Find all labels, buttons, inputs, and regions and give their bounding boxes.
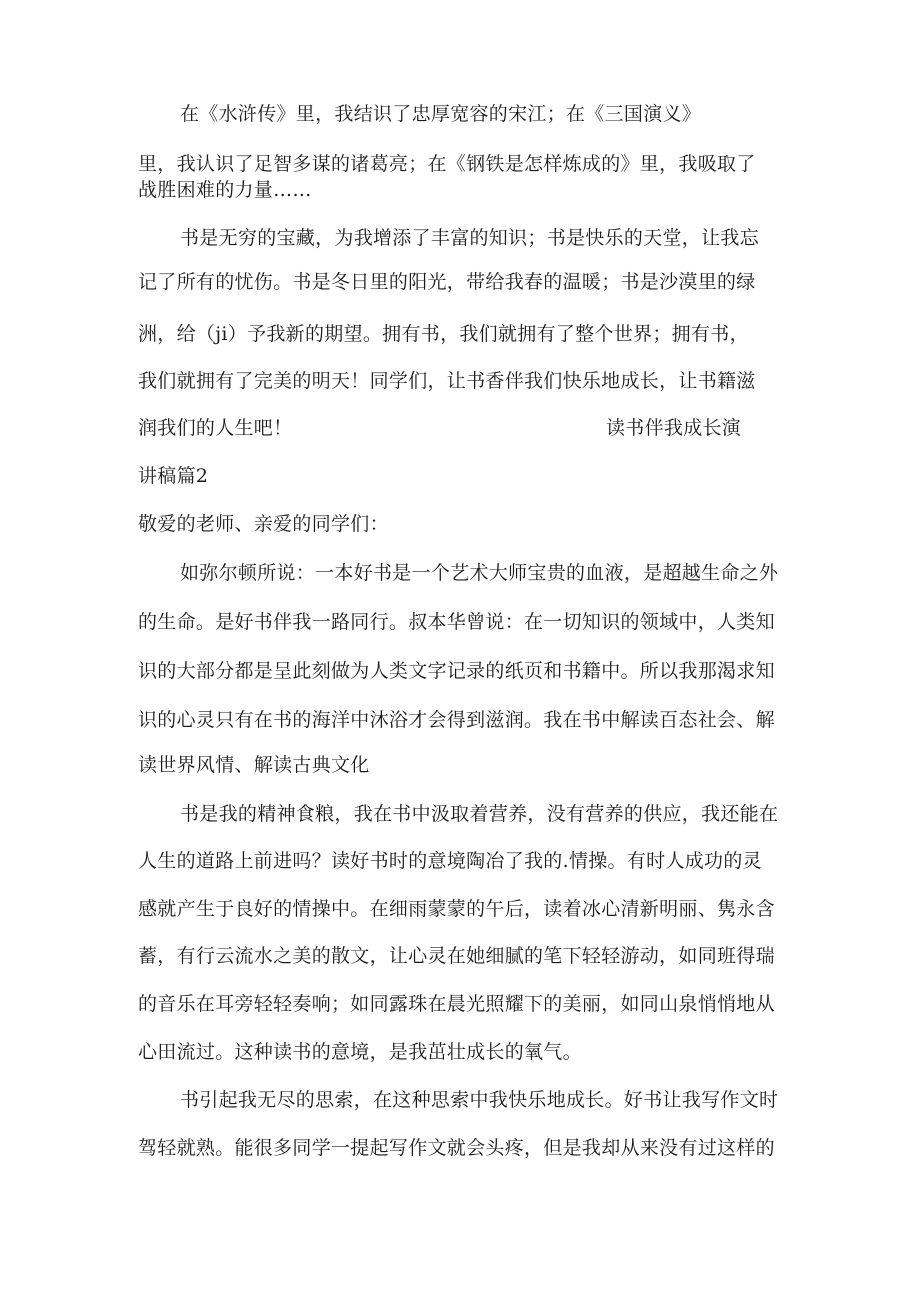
paragraph-line: 书引起我无尽的思索，在这种思索中我快乐地成长。好书让我写作文时 xyxy=(180,1089,779,1111)
paragraph-line: 识的大部分都是呈此刻做为人类文字记录的纸页和书籍中。所以我那渴求知 xyxy=(138,660,775,682)
paragraph-line: 在《水浒传》里，我结识了忠厚宽容的宋江；在《三国演义》 xyxy=(180,103,702,125)
paragraph-line: 心田流过。这种读书的意境，是我茁壮成长的氧气。 xyxy=(138,1041,582,1063)
paragraph-line: 蓄，有行云流水之美的散文，让心灵在她细腻的笔下轻轻游动，如同班得瑞 xyxy=(138,945,775,967)
section-heading: 讲稿篇2 xyxy=(138,465,209,487)
paragraph-line: 驾轻就熟。能很多同学一提起写作文就会头疼，但是我却从来没有过这样的 xyxy=(138,1137,775,1159)
salutation: 敬爱的老师、亲爱的同学们： xyxy=(138,513,389,535)
paragraph-line: 如弥尔顿所说：一本好书是一个艺术大师宝贵的血液，是超越生命之外 xyxy=(180,562,779,584)
paragraph-line: 润我们的人生吧！ xyxy=(138,417,293,439)
paragraph-line: 人生的道路上前进吗？读好书时的意境陶冶了我的.情操。有时人成功的灵 xyxy=(138,850,762,872)
paragraph-line: 识的心灵只有在书的海洋中沐浴才会得到滋润。我在书中解读百态社会、解 xyxy=(138,709,775,731)
section-heading-fragment: 读书伴我成长演 xyxy=(606,417,742,439)
paragraph-line: 的音乐在耳旁轻轻奏响；如同露珠在晨光照耀下的美丽，如同山泉悄悄地从 xyxy=(138,993,775,1015)
paragraph-line: 书是无穷的宝藏，为我增添了丰富的知识；书是快乐的天堂，让我忘 xyxy=(180,227,760,249)
paragraph-line: 读世界风情、解读古典文化 xyxy=(138,754,370,776)
paragraph-line: 的生命。是好书伴我一路同行。叔本华曾说：在一切知识的领域中，人类知 xyxy=(138,611,775,633)
paragraph-line: 我们就拥有了完美的明天！同学们，让书香伴我们快乐地成长，让书籍滋 xyxy=(138,370,756,392)
paragraph-line: 感就产生于良好的情操中。在细雨蒙蒙的午后，读着冰心清新明丽、隽永含 xyxy=(138,898,775,920)
paragraph-line: 记了所有的忧伤。书是冬日里的阳光，带给我春的温暖；书是沙漠里的绿 xyxy=(138,271,756,293)
paragraph-line: 战胜困难的力量…… xyxy=(138,179,312,201)
paragraph-line: 洲，给（ji）予我新的期望。拥有书，我们就拥有了整个世界；拥有书， xyxy=(138,323,749,345)
paragraph-line: 里，我认识了足智多谋的诸葛亮；在《钢铁是怎样炼成的》里，我吸取了 xyxy=(138,153,756,175)
paragraph-line: 书是我的精神食粮，我在书中汲取着营养，没有营养的供应，我还能在 xyxy=(180,803,779,825)
